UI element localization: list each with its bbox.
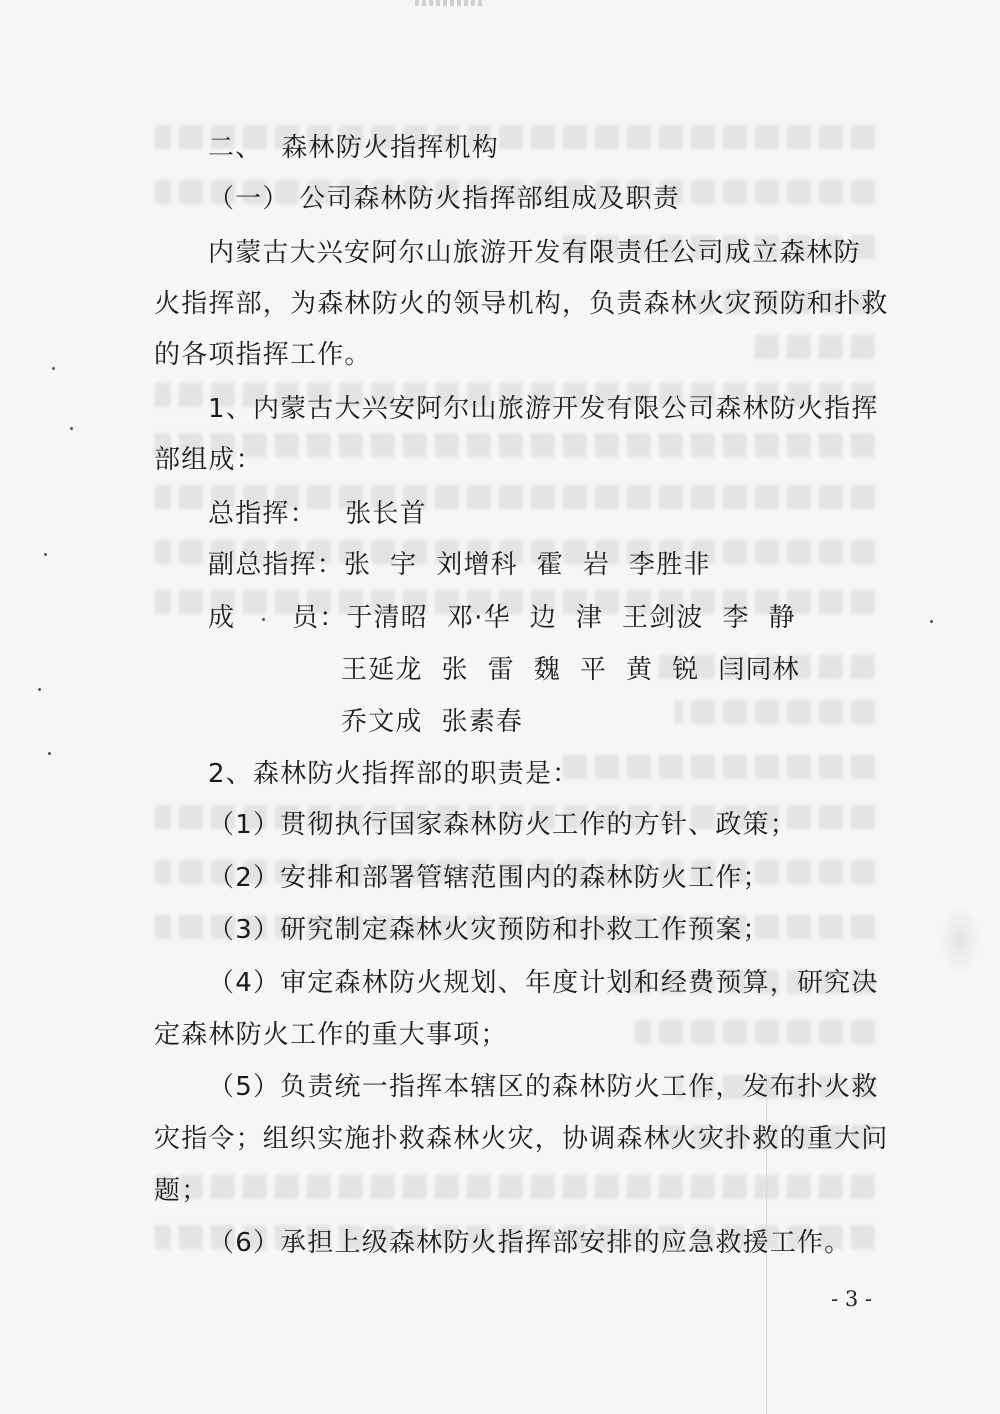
members-line: 王延龙 张 雷 魏 平 黄 锐 闫同林 — [341, 655, 800, 685]
paragraph-line: 内蒙古大兴安阿尔山旅游开发有限责任公司成立森林防 — [208, 238, 861, 268]
speck — [38, 688, 41, 691]
paragraph-line: 部组成： — [154, 445, 263, 475]
paragraph-line: 2、森林防火指挥部的职责是： — [208, 759, 580, 789]
duty-item-continued: 题； — [154, 1176, 209, 1206]
paragraph-line: 火指挥部，为森林防火的领导机构，负责森林火灾预防和扑救 — [154, 289, 889, 319]
duty-item: （5）负责统一指挥本辖区的森林防火工作，发布扑火救 — [208, 1072, 879, 1102]
speck — [70, 427, 73, 430]
page-number: - 3 - — [831, 1287, 872, 1311]
speck — [44, 553, 47, 556]
duty-item: （6）承担上级森林防火指挥部安排的应急救援工作。 — [208, 1228, 852, 1258]
speck — [930, 620, 933, 623]
paragraph-line: 1、内蒙古大兴安阿尔山旅游开发有限公司森林防火指挥 — [208, 394, 879, 424]
duty-item: （3）研究制定森林火灾预防和扑救工作预案； — [208, 915, 770, 945]
duty-item-continued: 定森林防火工作的重大事项； — [154, 1020, 508, 1050]
speck — [48, 752, 51, 755]
duty-item-continued: 灾指令；组织实施扑救森林火灾，协调森林火灾扑救的重大问 — [154, 1124, 889, 1154]
section-heading: 二、 森林防火指挥机构 — [208, 133, 499, 163]
speck — [52, 367, 55, 370]
members-line: 成 员：于清昭 邓·华 边 津 王剑波 李 静 — [208, 603, 796, 633]
subsection-heading: （一） 公司森林防火指挥部组成及职责 — [208, 184, 680, 214]
paragraph-line: 的各项指挥工作。 — [154, 340, 372, 370]
members-line: 乔文成 张素春 — [341, 707, 524, 737]
deputy-commander-line: 副总指挥：张 宇 刘增科 霍 岩 李胜非 — [208, 550, 711, 580]
scan-mark — [415, 0, 485, 6]
commander-line: 总指挥： 张长首 — [208, 499, 427, 529]
duty-item: （4）审定森林防火规划、年度计划和经费预算，研究决 — [208, 968, 879, 998]
duty-item: （2）安排和部署管辖范围内的森林防火工作； — [208, 863, 770, 893]
paper-smudge — [940, 905, 980, 975]
duty-item: （1）贯彻执行国家森林防火工作的方针、政策； — [208, 810, 797, 840]
